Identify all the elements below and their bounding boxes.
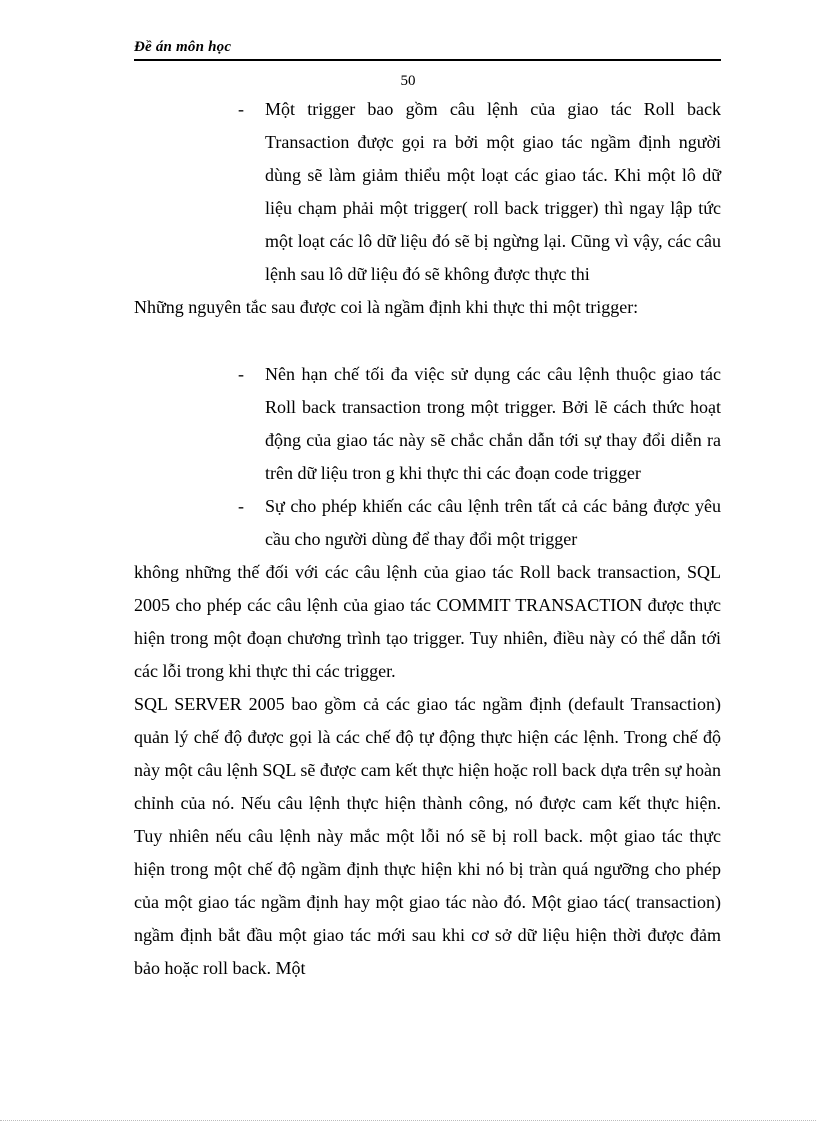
- list-item: [238, 490, 721, 556]
- dash-bullet: -: [238, 496, 244, 516]
- paragraph-rules-intro: Những nguyên tắc sau được coi là ngầm định khi thực thi một trigger:: [134, 297, 639, 317]
- paragraph-sqlserver: SQL SERVER 2005 bao gồm cả các giao tác ngầm định (default Transaction) quản lý chế độ được gọi là các chế độ tự động thực hiện các lệnh. Trong chế độ này một câu lệnh SQL sẽ được cam kết thực hiện hoặc roll back dựa trên sự hoàn chỉnh của nó. Nếu câu lệnh thực hiện thành công, nó được cam kết thực hiện. Tuy nhiên nếu câu lệnh này mắc một lỗi nó sẽ bị roll back. một giao tác thực hiện trong một chế độ ngầm định thực hiện khi nó bị tràn quá ngưỡng cho phép của một giao tác ngầm định hay một giao tác nào đó. Một giao tác( transaction) ngầm định bắt đầu một giao tác mới sau khi cơ sở dữ liệu hiện thời được đảm bảo hoặc roll back. Một: [134, 694, 721, 978]
- dash-bullet: -: [238, 99, 244, 119]
- page-header: [134, 38, 721, 61]
- dash-bullet: -: [238, 364, 244, 384]
- list-item: [238, 93, 721, 291]
- document-body: [134, 93, 721, 985]
- bullet-list-1: [134, 93, 721, 291]
- bullet-list-2: [134, 358, 721, 556]
- page-number: 50: [400, 73, 416, 89]
- list-item-text: Một trigger bao gồm câu lệnh của giao tác Roll back Transaction được gọi ra bởi một giao tác ngầm định người dùng sẽ làm giảm thiểu một loạt các giao tác. Khi một lô dữ liệu chạm phải một trigger( roll back trigger) thì ngay lập tức một loạt các lô dữ liệu đó sẽ bị ngừng lại. Cũng vì vậy, các câu lệnh sau lô dữ liệu đó sẽ không được thực thi: [265, 99, 721, 284]
- spacer: [134, 324, 721, 358]
- list-item: [238, 358, 721, 490]
- list-item-text: Sự cho phép khiến các câu lệnh trên tất cả các bảng được yêu cầu cho người dùng để thay đổi một trigger: [265, 496, 721, 549]
- list-item-text: Nên hạn chế tối đa việc sử dụng các câu lệnh thuộc giao tác Roll back transaction trong một trigger. Bởi lẽ cách thức hoạt động của giao tác này sẽ chắc chắn dẫn tới sự thay đổi diễn ra trên dữ liệu tron g khi thực thi các đoạn code trigger: [265, 364, 721, 483]
- header-title: Đề án môn học: [134, 39, 232, 55]
- paragraph-commit: không những thế đối với các câu lệnh của giao tác Roll back transaction, SQL 2005 cho phép các câu lệnh của giao tác COMMIT TRANSACTION được thực hiện trong một đoạn chương trình tạo trigger. Tuy nhiên, điều này có thể dẫn tới các lỗi trong khi thực thi các trigger.: [134, 562, 721, 681]
- page-bottom-edge: [0, 1120, 816, 1121]
